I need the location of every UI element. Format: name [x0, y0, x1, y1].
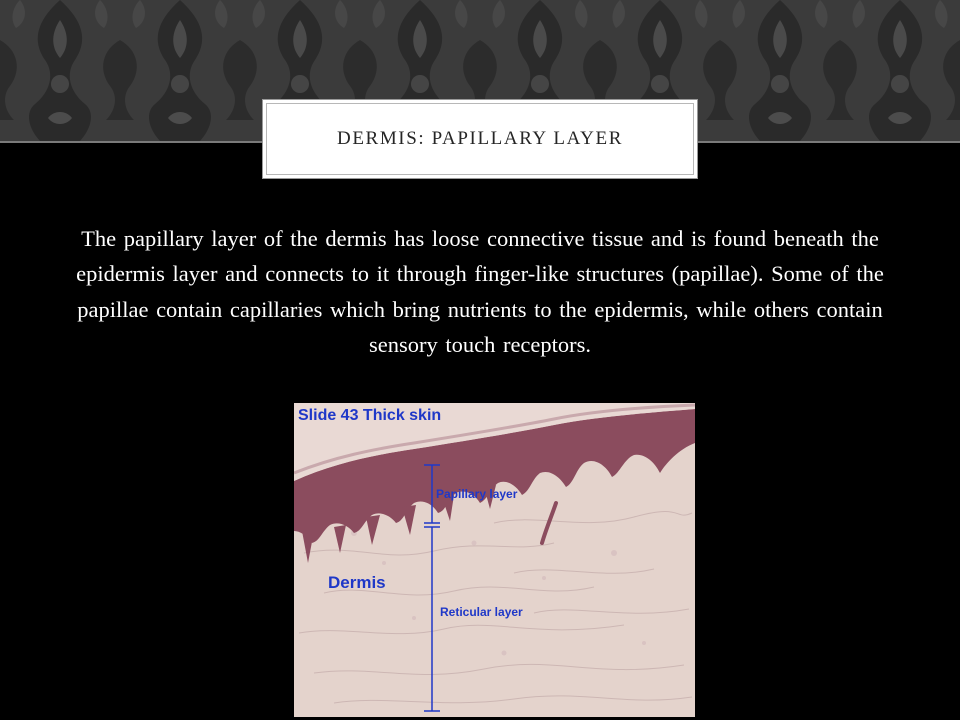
micrograph-title: Slide 43 Thick skin: [298, 407, 442, 424]
title-box: [262, 99, 698, 179]
papillary-layer-label: Papillary layer: [436, 487, 518, 501]
thick-skin-micrograph: [294, 403, 695, 717]
slide-body-text: The papillary layer of the dermis has loose connective tissue and is found beneath the epidermis layer and connects to it through finger-like structures (papillae). Some of the papillae contain capillaries which bring nutrients to the epidermis, while others contain sensory touch receptors.: [76, 226, 884, 358]
slide-title: DERMIS: PAPILLARY LAYER: [337, 128, 623, 149]
dermis-label: Dermis: [328, 573, 386, 592]
reticular-layer-label: Reticular layer: [440, 605, 523, 619]
skin-histology-illustration: [294, 403, 695, 717]
title-box-inner-border: [266, 103, 694, 175]
